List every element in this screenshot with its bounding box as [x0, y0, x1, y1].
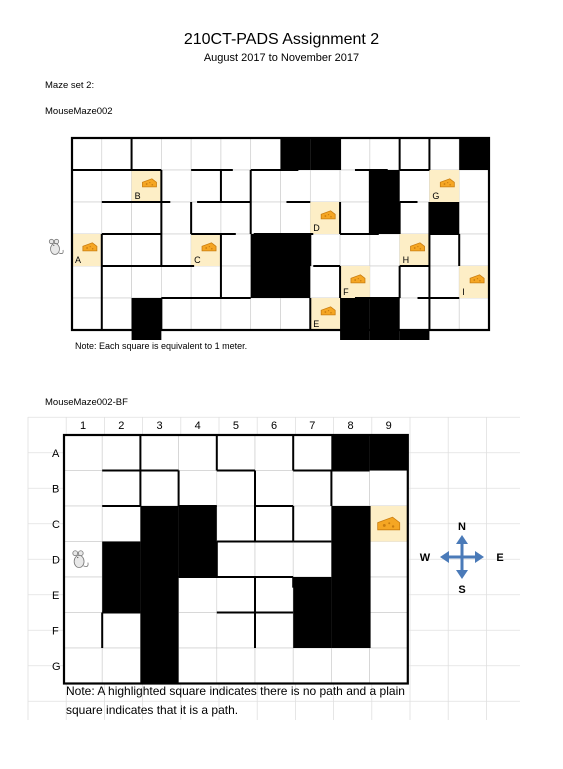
maze2-col-label: 6 [271, 420, 278, 432]
maze1-cell [400, 298, 430, 330]
maze2-col-label: 5 [232, 420, 239, 432]
maze2-cell [179, 648, 217, 684]
maze1-cell [251, 202, 281, 234]
maze2-cell [217, 577, 255, 613]
maze1-cell [132, 266, 162, 298]
maze2-cell [293, 506, 331, 542]
maze2-col-label: 8 [347, 420, 354, 432]
arrow-left-icon [440, 551, 449, 563]
maze2-wall-cell [331, 506, 369, 542]
maze1-wall-cell [310, 138, 340, 170]
maze1-cell [161, 298, 191, 330]
maze2-cell [331, 471, 369, 507]
maze1-wall-cell [281, 138, 311, 170]
arrow-right-icon [475, 551, 484, 563]
maze1-cell [191, 266, 221, 298]
maze1-cell [429, 138, 459, 170]
maze1-cell [340, 234, 370, 266]
maze1-cell [72, 202, 102, 234]
maze2-cell [179, 471, 217, 507]
maze2-wall-cell [331, 613, 369, 649]
maze2-cell [217, 542, 255, 578]
maze1-cell [251, 138, 281, 170]
maze1-cell [132, 234, 162, 266]
compass-west-label: W [419, 552, 431, 564]
maze2-cell [64, 435, 102, 471]
maze2-col-label: 9 [385, 420, 392, 432]
maze1-wall-cell [281, 266, 311, 298]
maze2-cell [102, 648, 140, 684]
maze2-cell [140, 435, 178, 471]
maze2-cell [255, 506, 293, 542]
maze1-cell [161, 170, 191, 202]
maze1-wall-cell [281, 234, 311, 266]
maze2-row-label: C [52, 518, 60, 531]
maze1-wall-cell [251, 234, 281, 266]
maze2-col-label: 3 [156, 420, 163, 432]
maze1-cell [161, 266, 191, 298]
maze1-cell [251, 298, 281, 330]
maze2-wall-cell [179, 542, 217, 578]
maze1-wall-cell [370, 298, 400, 330]
maze1-cell [340, 138, 370, 170]
maze1-cell [72, 170, 102, 202]
maze2-cell [102, 613, 140, 649]
maze1-wall-cell [251, 266, 281, 298]
maze2-wall-cell [102, 577, 140, 613]
maze1-cell [102, 298, 132, 330]
document-title: 210CT-PADS Assignment 2 [183, 31, 380, 48]
compass-east-label: E [496, 552, 504, 564]
maze2-row-label: A [52, 447, 60, 460]
maze1-cell [310, 234, 340, 266]
maze1-cell [102, 266, 132, 298]
maze2-cell [255, 577, 293, 613]
maze1-cheese-label: G [432, 191, 440, 201]
maze2-wall-cell [179, 506, 217, 542]
maze2-cell [179, 613, 217, 649]
maze2-cell [217, 648, 255, 684]
compass-south-label: S [458, 584, 466, 596]
maze2-col-label: 2 [118, 420, 125, 432]
maze1-cell [191, 170, 221, 202]
maze2-col-label: 1 [80, 420, 87, 432]
maze1-cell [400, 266, 430, 298]
maze2-wall-cell [293, 613, 331, 649]
maze1-cell [400, 202, 430, 234]
maze2-wall-cell [331, 435, 369, 471]
compass-north-label: N [458, 521, 466, 533]
maze2-cell [370, 542, 408, 578]
maze2-cell [255, 542, 293, 578]
maze1-name: MouseMaze002 [45, 106, 113, 117]
maze1-cell [429, 298, 459, 330]
maze1-wall-cell [340, 298, 370, 330]
maze2-cell [255, 648, 293, 684]
maze2-cell [255, 471, 293, 507]
maze2-cell [217, 471, 255, 507]
maze2-wall-cell [140, 577, 178, 613]
maze2-board [0, 415, 563, 720]
maze2-wall-cell [140, 542, 178, 578]
maze1-cheese-label: E [313, 319, 320, 329]
maze1-cell [132, 202, 162, 234]
maze1-grid [72, 138, 489, 340]
maze2-wall-cell [140, 648, 178, 684]
maze1-cell [459, 202, 489, 234]
compass [420, 521, 504, 596]
maze1-cheese-label: F [343, 287, 349, 297]
arrow-up-icon [456, 535, 468, 544]
maze2-cell [217, 435, 255, 471]
maze2-cell [64, 506, 102, 542]
maze2-row-label: F [52, 625, 59, 638]
maze1-cell [281, 202, 311, 234]
maze1-wall-cell [370, 170, 400, 202]
maze1-cell [281, 298, 311, 330]
maze1-cheese-label: A [75, 255, 82, 265]
maze2-wall-cell [102, 542, 140, 578]
maze2-wall-cell [370, 435, 408, 471]
maze2-cell [217, 613, 255, 649]
maze2-cell [179, 577, 217, 613]
maze1-cell [102, 138, 132, 170]
maze1-cell [221, 170, 251, 202]
maze1-cell [459, 234, 489, 266]
maze1-cell [310, 266, 340, 298]
maze2-wall-cell [331, 577, 369, 613]
maze2-cell [370, 471, 408, 507]
maze1-cell [429, 234, 459, 266]
maze2-wall-cell [331, 542, 369, 578]
maze1-cell [400, 138, 430, 170]
maze1-wall-cell [370, 330, 400, 340]
maze2-cell [370, 648, 408, 684]
maze2-note: Note: A highlighted square indicates there is no path and a plain square indicates that it is a path. [66, 684, 405, 717]
maze1-cheese-label: C [194, 255, 201, 265]
maze2-grid [64, 435, 408, 684]
maze2-wall-cell [293, 577, 331, 613]
maze1-wall-cell [400, 330, 430, 340]
maze1-cell [310, 170, 340, 202]
maze2-row-label: G [52, 660, 61, 673]
maze1-cell [340, 202, 370, 234]
maze1-cell [191, 202, 221, 234]
maze1-cell [459, 298, 489, 330]
maze2-cell [255, 613, 293, 649]
maze1-note: Note: Each square is equivalent to 1 meter. [75, 341, 248, 351]
maze2-cell [217, 506, 255, 542]
maze2-wall-cell [140, 506, 178, 542]
maze1-wall-cell [340, 330, 370, 340]
maze1-cell [221, 234, 251, 266]
maze1-cell [340, 170, 370, 202]
maze2-row-label: D [52, 554, 60, 567]
maze1-cell [191, 298, 221, 330]
maze2-cell [293, 542, 331, 578]
maze2-row-label: E [52, 589, 60, 602]
maze1-cell [191, 138, 221, 170]
maze1-cell [102, 234, 132, 266]
maze1-cell [161, 202, 191, 234]
maze1-wall-cell [132, 298, 162, 330]
maze2-cell [64, 471, 102, 507]
maze2-cell [64, 577, 102, 613]
maze1-cell [221, 298, 251, 330]
maze1-cell [161, 234, 191, 266]
maze2-cell [370, 577, 408, 613]
maze2-cell [179, 435, 217, 471]
maze1-cheese-label: B [134, 191, 141, 201]
maze1-cell [370, 138, 400, 170]
maze1-cell [221, 202, 251, 234]
maze2-cell [102, 435, 140, 471]
maze1-cell [102, 170, 132, 202]
maze2-cell [293, 648, 331, 684]
maze-set-label: Maze set 2: [45, 80, 95, 91]
document-subtitle: August 2017 to November 2017 [203, 52, 360, 64]
maze1-cell [72, 298, 102, 330]
mouse-icon [49, 239, 63, 254]
maze1-wall-cell [370, 202, 400, 234]
maze2-wall-cell [140, 613, 178, 649]
maze1-wall-cell [132, 330, 162, 340]
maze2-col-label: 4 [194, 420, 201, 432]
maze1-cell [370, 234, 400, 266]
maze1-wall-cell [459, 138, 489, 170]
maze1-wall-cell [429, 202, 459, 234]
maze2-cell [102, 506, 140, 542]
arrow-down-icon [456, 570, 468, 579]
maze1-cheese-label: H [402, 255, 410, 265]
maze1-cheese-label: D [313, 223, 320, 233]
maze2-name: MouseMaze002-BF [45, 397, 128, 408]
maze2-cell [331, 648, 369, 684]
maze2-cell [102, 471, 140, 507]
maze1-cell [221, 266, 251, 298]
maze2-col-label: 7 [309, 420, 316, 432]
maze1-cell [102, 202, 132, 234]
maze1-cell [370, 266, 400, 298]
maze2-cell [293, 471, 331, 507]
maze2-cell [64, 648, 102, 684]
maze1-cell [161, 138, 191, 170]
maze1-board [0, 130, 563, 340]
maze2-cell [293, 435, 331, 471]
maze1-cell [221, 138, 251, 170]
maze2-cell [255, 435, 293, 471]
maze1-cell [251, 170, 281, 202]
maze2-row-label: B [52, 483, 60, 496]
maze1-cheese-label: I [462, 287, 465, 297]
maze1-cell [459, 170, 489, 202]
maze1-cell [281, 170, 311, 202]
maze1-cell [400, 170, 430, 202]
maze1-cell [72, 138, 102, 170]
maze2-cell [370, 613, 408, 649]
maze2-cell [64, 613, 102, 649]
maze1-cell [132, 138, 162, 170]
maze1-cell [429, 266, 459, 298]
maze1-cell [72, 266, 102, 298]
maze2-cell [140, 471, 178, 507]
